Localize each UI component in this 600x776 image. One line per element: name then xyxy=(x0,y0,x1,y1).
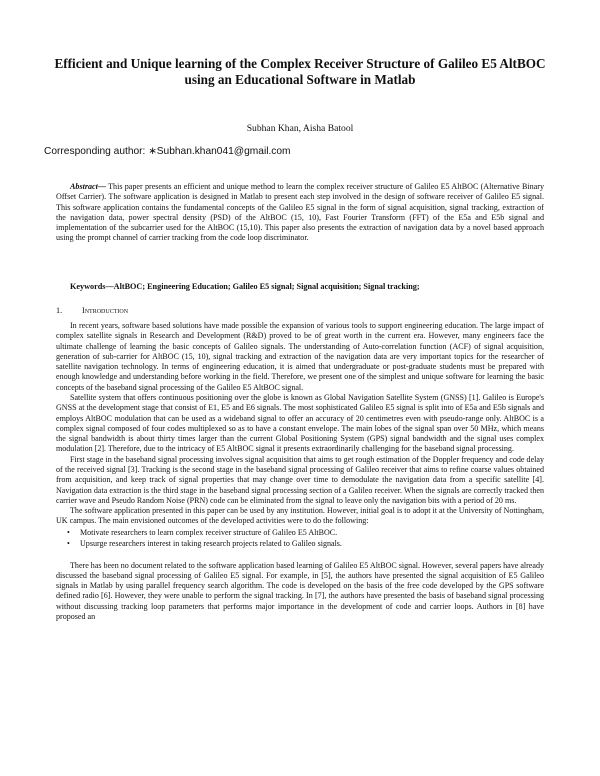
paragraph-1: In recent years, software based solutions have made possible the expansion of various tools to support engineering education. The large impact of complex satellite signals in Research and Development (R&D) proved to be of great worth in the current era. However, many engineers face the ultimate challenge of learning the basic concepts of Galileo signals. The understanding of Auto-correlation function (ACF) of signal acquisition, generation of sub-carrier for AltBOC (15, 10), signal tracking and extraction of the navigation data are very important topics for the researcher of satellite navigation technology. In terms of engineering education, it is aimed that undergraduate or post-graduate students must be prepared with enough knowledge and understanding before working in the field. Therefore, we present one of the simplest and unique software for learning the basic concepts of the baseband signal processing of the Galileo E5 AltBOC signal. xyxy=(56,321,544,392)
abstract-label: Abstract— xyxy=(70,182,106,191)
title-line-2: using an Educational Software in Matlab xyxy=(184,72,416,87)
title-line-1: Efficient and Unique learning of the Complex Receiver Structure of Galileo E5 AltBOC xyxy=(54,56,546,71)
bullet-icon: • xyxy=(67,527,70,537)
list-item xyxy=(67,538,544,549)
paragraph-2: Satellite system that offers continuous positioning over the globe is known as Global Navigation Satellite System (GNSS) [1]. Galileo is Europe's GNSS at the development stage that consist of E1, E5 and E6 signals. The most sophisticated Galileo E5 signal is split into of E5a and E5b signals and employs AltBOC modulation that can be used as a wideband signal to offer an accuracy of 20 centimetres even with pseudo-range only. AltBOC is a complex signal composed of four codes multiplexed so as to have a constant envelope. The main lobes of the signal span over 50 MHz, which means the signal bandwidth is about thirty times larger than the current Global Positioning System (GPS) signal bandwidth and the signal uses complex modulation [2]. Therefore, due to the intricacy of E5 AltBOC signal it presents extraordinarily challenging for the baseband signal processing. xyxy=(56,392,544,454)
paragraph-4: The software application presented in this paper can be used by any institution. However, initial goal is to adopt it at the University of Nottingham, UK campus. The main envisioned outcomes of the developed activities were to do the following: xyxy=(56,506,544,526)
bullet-icon: • xyxy=(67,538,70,548)
keywords: Keywords—AltBOC; Engineering Education; Galileo E5 signal; Signal acquisition; Signal tracking; xyxy=(70,282,420,291)
section-title: Introduction xyxy=(82,306,129,315)
corresponding-author: Corresponding author: ∗Subhan.khan041@gmail.com xyxy=(44,146,291,157)
list-item-text: Motivate researchers to learn complex receiver structure of Galileo E5 AltBOC. xyxy=(80,527,338,537)
paper-title xyxy=(40,56,560,88)
author-list: Subhan Khan, Aisha Batool xyxy=(246,123,354,134)
abstract-text: This paper presents an efficient and unique method to learn the complex receiver structure of Galileo E5 AltBOC (Alternative Binary Offset Carrier). The software application is designed in Matlab to present each step involved in the design of software receiver of Galileo E5 signal. This software application contains the fundamental concepts of the Galileo E5 signal in the form of signal acquisition, signal tracking, extraction of the navigation data, power spectral density (PSD) of the AltBOC (15, 10), Fast Fourier Transform (FFT) of the E5a and E5b signal and implementation of the subcarrier used for the AltBOC (15,10). This paper also presents the extraction of navigation data by a novel based approach using the prompt channel of carrier tracking from the code loop discriminator. xyxy=(56,182,544,243)
list-item-text: Upsurge researchers interest in taking research projects related to Galileo signals. xyxy=(80,538,342,548)
outcomes-list xyxy=(56,527,544,549)
abstract xyxy=(56,182,544,244)
paragraph-5: There has been no document related to the software application based learning of Galileo E5 AltBOC signal. However, several papers have already discussed the baseband signal processing of Galileo E5 signal. For example, in [5], the authors have presented the signal acquisition of E5 Galileo signals in Matlab by using parallel frequency search algorithm. The code is developed on the basis of the free code developed by the GPS software defined radio [6]. However, they were unable to perform the signal tracking. In [7], the authors have presented the basis of baseband signal processing without discussing tracking loop parameters that performs major importance in the development of code and carrier loops. Authors in [8] have proposed an xyxy=(56,560,544,622)
section-heading xyxy=(56,306,128,315)
paragraph-3: First stage in the baseband signal processing involves signal acquisition that aims to get rough estimation of the Doppler frequency and code delay of the received signal [3]. Tracking is the second stage in the baseband signal processing of Galileo receiver that aims to refine coarse values obtained from acquisition, and keep track of signal properties that may change over time to demodulate the navigation data from a specific satellite [4]. Navigation data extraction is the third stage in the baseband signal processing section of a Galileo receiver. When the signals are correctly tracked then carrier wave and Pseudo Random Noise (PRN) code can be eliminated from the signal to leave only the navigation bits with a period of 20 ms. xyxy=(56,454,544,505)
body-text xyxy=(56,321,544,622)
section-number: 1. xyxy=(56,306,63,315)
list-item xyxy=(67,527,544,538)
